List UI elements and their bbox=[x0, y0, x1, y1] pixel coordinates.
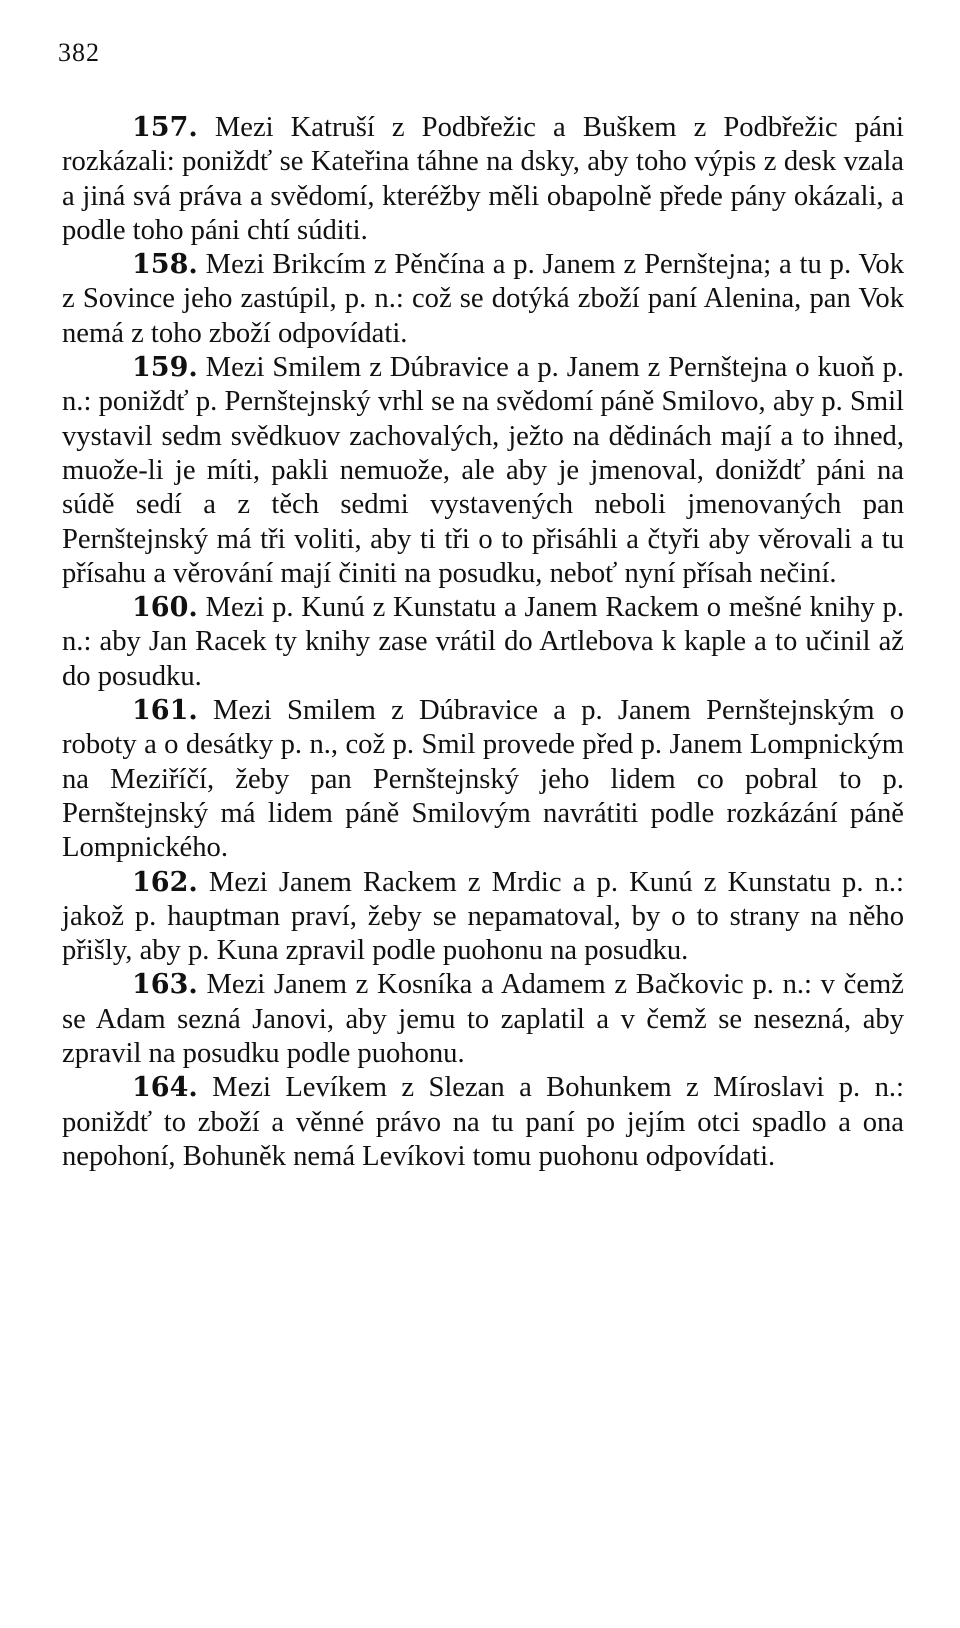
entry-number: 163. bbox=[132, 969, 198, 1001]
entry-163 bbox=[62, 968, 904, 1071]
entry-text: Mezi Janem z Kosníka a Adamem z Bačkovic p. n.: v čemž se Adam sezná Janovi, aby jemu to zaplatil a v čemž se nesezná, aby zpravil na posudku podle puohonu. bbox=[62, 969, 904, 1070]
entry-158 bbox=[62, 248, 904, 351]
entry-text: Mezi Smilem z Dúbravice a p. Janem z Pernštejna o kuoň p. n.: poniždť p. Pernštejnský vrhl se na svědomí páně Smilovo, aby p. Smil vystavil sedm svědkuov zachovalých, ježto na dědinách mají a to ihned, muože-li je míti, pakli nemuože, ale aby je jmenoval, doniždť páni na súdě sedí a z těch sedmi vystavených neboli jmenovaných pan Pernštejnský má tři voliti, aby ti tři o to přisáhli a čtyři aby věrovali a tu přísahu a věrování mají činiti na posudku, neboť nyní přísah nečiní. bbox=[62, 352, 904, 589]
entry-text: Mezi p. Kunú z Kunstatu a Janem Rackem o mešné knihy p. n.: aby Jan Racek ty knihy zase vrátil do Artlebova k kaple a to učinil až do posudku. bbox=[62, 592, 905, 692]
entry-text: Mezi Brikcím z Pěnčína a p. Janem z Pernštejna; a tu p. Vok z Sovince jeho zastúpil, p. n.: což se dotýká zboží paní Alenina, pan Vok nemá z toho zboží odpovídati. bbox=[62, 249, 905, 349]
entry-number: 161. bbox=[132, 695, 198, 727]
entry-text: Mezi Smilem z Dúbravice a p. Janem Pernštejnským o roboty a o desátky p. n., což p. Smil provede před p. Janem Lompnickým na Meziříčí, žeby pan Pernštejnský jeho lidem co pobral to p. Pernštejnský má lidem páně Smilovým navrátiti podle rozkázání páně Lompnického. bbox=[62, 695, 904, 864]
entry-number: 164. bbox=[132, 1072, 198, 1104]
entry-159 bbox=[62, 351, 904, 591]
body-text bbox=[62, 111, 904, 1174]
entry-number: 160. bbox=[132, 592, 198, 624]
entry-157 bbox=[62, 111, 904, 248]
entry-162 bbox=[62, 866, 904, 969]
entry-164 bbox=[62, 1071, 904, 1174]
entry-number: 159. bbox=[132, 352, 198, 384]
entry-160 bbox=[62, 591, 904, 694]
entry-number: 157. bbox=[132, 112, 198, 143]
entry-number: 158. bbox=[132, 249, 198, 281]
entry-text: Mezi Janem Rackem z Mrdic a p. Kunú z Kunstatu p. n.: jakož p. hauptman praví, žeby se nepamatoval, by o to strany na něho přišly, aby p. Kuna zpravil podle puohonu na posudku. bbox=[62, 866, 905, 967]
entry-text: Mezi Levíkem z Slezan a Bohunkem z Míroslavi p. n.: poniždť to zboží a věnné právo na tu paní po jejím otci spadlo a ona nepohoní, Bohuněk nemá Levíkovi tomu puohonu odpovídati. bbox=[62, 1072, 904, 1172]
entry-161 bbox=[62, 694, 904, 865]
page-number: 382 bbox=[58, 38, 100, 67]
entry-text: Mezi Katruší z Podbřežic a Buškem z Podbřežic páni rozkázali: poniždť se Kateřina táhne na dsky, aby toho výpis z desk vzala a jiná svá práva a svědomí, kteréžby měli obapolně přede pány okázali, a podle toho páni chtí súditi. bbox=[62, 112, 905, 246]
entry-number: 162. bbox=[132, 866, 198, 898]
